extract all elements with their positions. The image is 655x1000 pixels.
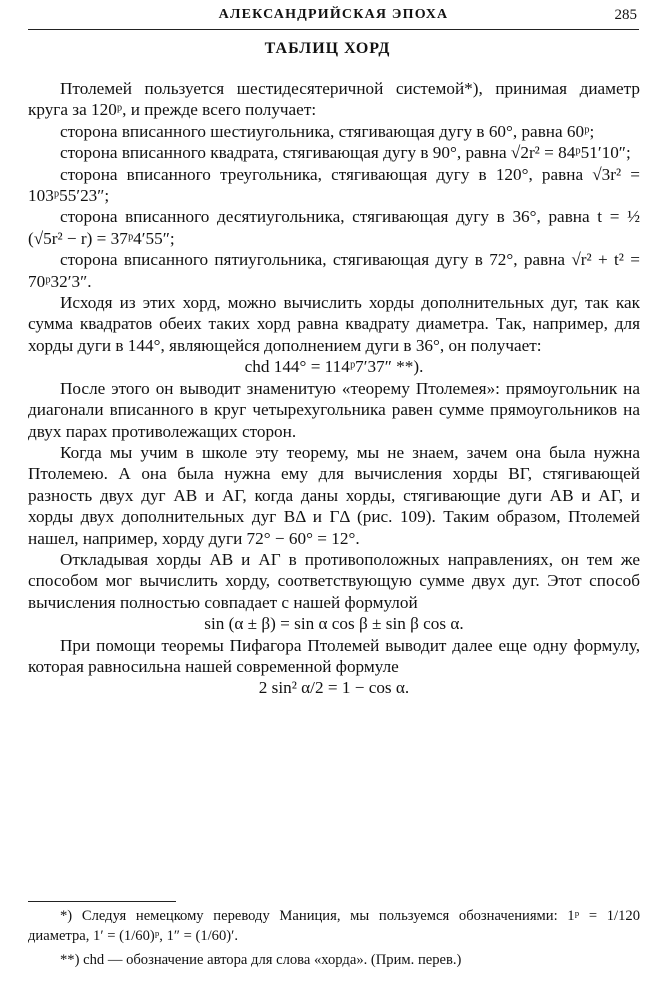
paragraph: При помощи теоремы Пифагора Птолемей выводит далее еще одну формулу, которая равносильна нашей современной формуле [28, 635, 640, 676]
paragraph: Исходя из этих хорд, можно вычислить хорды дополнительных дуг, так как сумма квадратов обеих таких хорд равна квадрату диаметра. Так, например, для хорды дуги в 144°, являющейся дополнением дуги в 36°, он получает: [28, 293, 640, 355]
paragraph: После этого он выводит знаменитую «теорему Птолемея»: прямоугольник на диагонали вписанного в круг четырехугольника равен сумме прямоугольников на двух парах противолежащих сторон. [28, 378, 640, 441]
running-head: АЛЕКСАНДРИЙСКАЯ ЭПОХА [218, 7, 449, 22]
paragraph: сторона вписанного квадрата, стягивающая дугу в 90°, равна √2r² = 84ᵖ51′10″; [60, 143, 631, 163]
paragraph: сторона вписанного пятиугольника, стягивающая дугу в 72°, равна √r² + t² = 70ᵖ32′3″. [28, 250, 640, 291]
formula-cos: 2 sin² α/2 = 1 − cos α. [258, 678, 410, 698]
body-text [28, 78, 640, 699]
footnote: *) Следуя немецкому переводу Маниция, мы пользуемся обозначениями: 1ᵖ = 1/120 диаметра, 1′ = (1/60)ᵖ, 1″ = (1/60)′. [28, 908, 640, 944]
footnotes [28, 906, 640, 974]
paragraph: сторона вписанного десятиугольника, стягивающая дугу в 36°, равна t = ½ (√5r² − r) = 37ᵖ4′55″; [28, 207, 640, 248]
paragraph: Птолемей пользуется шестидесятеричной системой*), принимая диаметр круга за 120ᵖ, и прежде всего получает: [28, 79, 640, 120]
footnote-divider [28, 901, 176, 902]
section-title: ТАБЛИЦ ХОРД [264, 40, 391, 57]
footnote: **) chd — обозначение автора для слова «хорда». (Прим. перев.) [60, 952, 462, 968]
paragraph: Откладывая хорды АВ и АГ в противоположных направлениях, он тем же способом мог вычислить хорду, соответствующую сумме двух дуг. Этот способ вычисления полностью совпадает с нашей формулой [28, 549, 640, 612]
page-header [28, 7, 639, 30]
page-number: 285 [614, 7, 637, 23]
paragraph: Когда мы учим в школе эту теорему, мы не знаем, зачем она была нужна Птолемею. А она была нужна ему для вычисления хорды ВГ, стягивающей разность двух дуг АВ и АГ, когда даны хорды, стягивающие дуги АВ и АГ, и хорды двух дополнительных дуг ВΔ и ГΔ (рис. 109). Таким образом, Птолемей нашел, например, хорду дуги 72° − 60° = 12°. [28, 442, 640, 548]
formula-chd: chd 144° = 114ᵖ7′37″ **). [244, 357, 424, 377]
paragraph: сторона вписанного треугольника, стягивающая дугу в 120°, равна √3r² = 103ᵖ55′23″; [28, 164, 640, 206]
paragraph: сторона вписанного шестиугольника, стягивающая дугу в 60°, равна 60ᵖ; [60, 121, 595, 141]
formula-sin: sin (α ± β) = sin α cos β ± sin β cos α. [204, 614, 464, 634]
